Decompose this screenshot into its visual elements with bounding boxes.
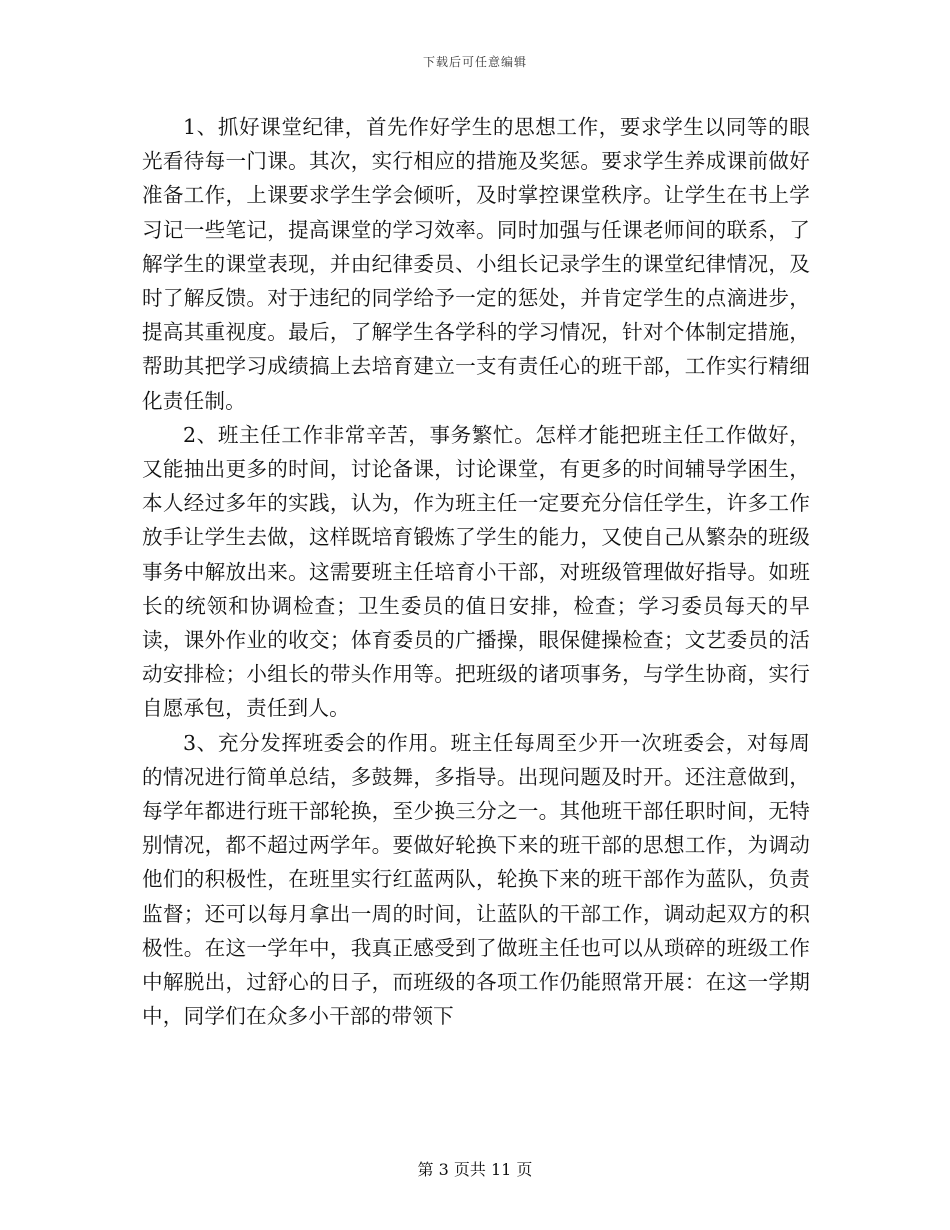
paragraph-2: 2、班主任工作非常辛苦，事务繁忙。怎样才能把班主任工作做好，又能抽出更多的时间，讨论备课，讨论课堂，有更多的时间辅导学困生，本人经过多年的实践，认为，作为班主任一定要充分信任学生，许多工作放手让学生去做，这样既培育锻炼了学生的能力，又使自己从繁杂的班级事务中解放出来。这需要班主任培育小干部，对班级管理做好指导。如班长的统领和协调检查；卫生委员的值日安排，检查；学习委员每天的早读，课外作业的收交；体育委员的广播操，眼保健操检查；文艺委员的活动安排检；小组长的带头作用等。把班级的诸项事务，与学生协商，实行自愿承包，责任到人。 <box>142 422 810 721</box>
paragraph-3: 3、充分发挥班委会的作用。班主任每周至少开一次班委会，对每周的情况进行简单总结，多鼓舞，多指导。出现问题及时开。还注意做到，每学年都进行班干部轮换，至少换三分之一。其他班干部任职时间，无特别情况，都不超过两学年。要做好轮换下来的班干部的思想工作，为调动他们的积极性，在班里实行红蓝两队，轮换下来的班干部作为蓝队，负责监督；还可以每月拿出一周的时间，让蓝队的干部工作，调动起双方的积极性。在这一学年中，我真正感受到了做班主任也可以从琐碎的班级工作中解脱出，过舒心的日子，而班级的各项工作仍能照常开展：在这一学期中，同学们在众多小干部的带领下 <box>142 730 810 1029</box>
page-footer: 第 3 页共 11 页 <box>417 1160 533 1179</box>
page-header: 下载后可任意编辑 <box>422 55 527 69</box>
document-body <box>142 110 810 1033</box>
paragraph-1: 1、抓好课堂纪律，首先作好学生的思想工作，要求学生以同等的眼光看待每一门课。其次，实行相应的措施及奖惩。要求学生养成课前做好准备工作，上课要求学生学会倾听，及时掌控课堂秩序。让学生在书上学习记一些笔记，提高课堂的学习效率。同时加强与任课老师间的联系，了解学生的课堂表现，并由纪律委员、小组长记录学生的课堂纪律情况，及时了解反馈。对于违纪的同学给予一定的惩处，并肯定学生的点滴进步，提高其重视度。最后，了解学生各学科的学习情况，针对个体制定措施，帮助其把学习成绩搞上去培育建立一支有责任心的班干部，工作实行精细化责任制。 <box>142 115 810 413</box>
